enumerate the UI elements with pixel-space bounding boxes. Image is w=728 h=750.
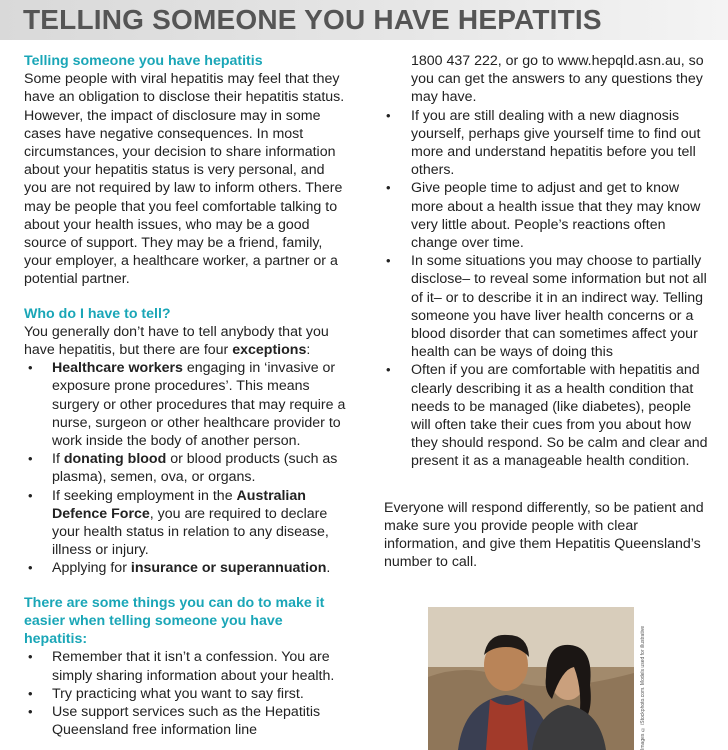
couple-illustration — [428, 607, 634, 750]
list-item: • Often if you are comfortable with hepatitis and clearly describing it as a health condition that needs to be managed (like diabetes), people will often take their cues from you about how they should respond. So be calm and clear and present it as a manageable health condition. — [384, 361, 714, 470]
who-body: You generally don’t have to tell anybody that you have hepatitis, but there are four exceptions: — [24, 323, 329, 359]
more-tips-list — [384, 107, 714, 471]
closing-paragraph: Everyone will respond differently, so be patient and make sure you provide people with clear information, and give them Hepatitis Queensland’s number to call. — [384, 499, 704, 571]
list-item: • Remember that it isn’t a confession. You are simply sharing information about your health. — [24, 648, 346, 684]
list-item: • In some situations you may choose to partially disclose– to reveal some information but not all of it– or to describe it in an indirect way. Telling someone you have liver health concerns or a blood disorder that can sometimes affect your health can be ways of doing this — [384, 252, 714, 361]
list-item: • Healthcare workers engaging in ‘invasive or exposure prone procedures’. This means surgery or other procedures that may require a nurse, surgeon or other healthcare provider to work inside the body of another person. — [24, 359, 346, 450]
list-item: • If donating blood or blood products (such as plasma), semen, ova, or organs. — [24, 450, 346, 486]
list-item: • Use support services such as the Hepatitis Queensland free information line — [24, 703, 346, 739]
list-item: • Try practicing what you want to say first. — [24, 685, 346, 703]
easier-heading: There are some things you can do to make it easier when telling someone you have hepatitis: — [24, 594, 325, 648]
list-item: • If seeking employment in the Australian Defence Force, you are required to declare your health status in relation to any disease, illness or injury. — [24, 487, 346, 560]
list-item: • Applying for insurance or superannuation. — [24, 559, 346, 577]
intro-body: Some people with viral hepatitis may feel that they have an obligation to disclose their hepatitis status. However, the impact of disclosure may in some cases have negative consequences. In most circumstances, your decision to share information about your hepatitis status is very personal, and you are not required by law to inform others. There may be people that you feel comfortable talking to about your health issues, who may be a good source of support. They may be a friend, family, your employer, a healthcare worker, a partner or a potential partner. — [24, 71, 345, 288]
intro-heading: Telling someone you have hepatitis — [24, 53, 263, 69]
list-item: • If you are still dealing with a new diagnosis yourself, perhaps give yourself time to find out more and understand hepatitis before you tell others. — [384, 107, 714, 180]
tips-list — [24, 648, 346, 739]
page-title: TELLING SOMEONE YOU HAVE HEPATITIS — [23, 4, 602, 35]
who-heading: Who do I have to tell? — [24, 305, 171, 322]
tips-continuation: 1800 437 222, or go to www.hepqld.asn.au, so you can get the answers to any questions they may have. — [411, 53, 704, 106]
image-credit: Images © iStockphoto.com. Models used for illustrative — [640, 625, 646, 750]
left-column — [24, 52, 346, 739]
list-item: • Give people time to adjust and get to know more about a health issue that they may know very little about. People’s reactions often change over time. — [384, 179, 714, 252]
right-column — [384, 52, 714, 571]
couple-photo — [428, 607, 634, 750]
exceptions-list — [24, 359, 346, 577]
